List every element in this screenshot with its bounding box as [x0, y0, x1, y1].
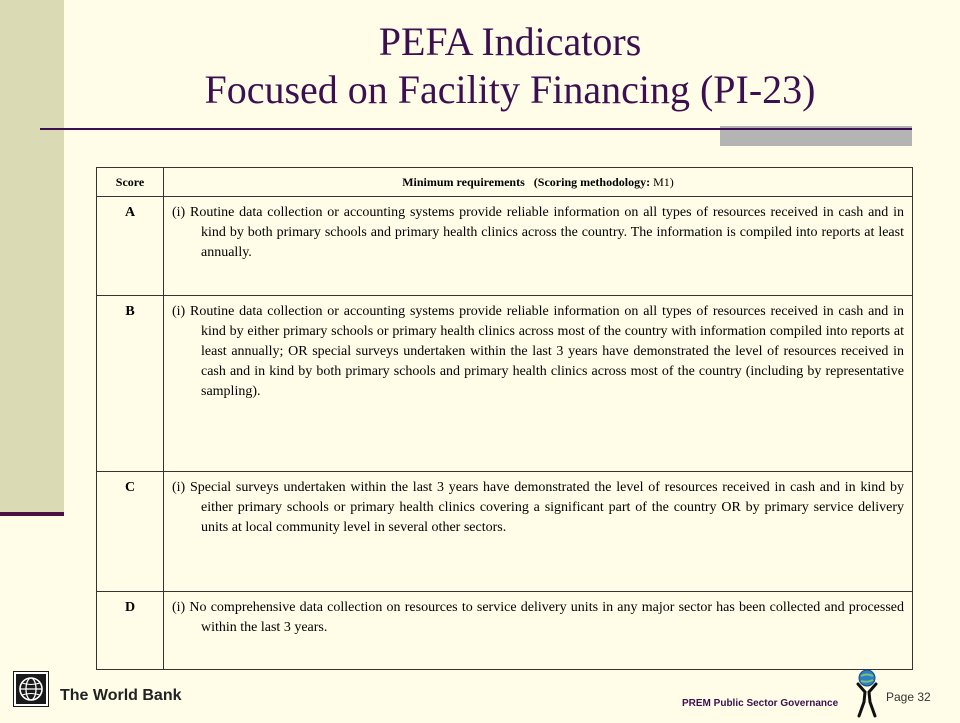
- title-line-2: Focused on Facility Financing (PI-23): [204, 67, 816, 112]
- globe-icon: [14, 672, 48, 706]
- requirement-text: (i) Special surveys undertaken within the last 3 years have demonstrated the level of resources received in cash and in kind by either primary schools or primary health clinics covering a significant part of the country OR by primary service delivery units at local community level in several other sectors.: [172, 480, 904, 535]
- table-row: [97, 592, 913, 670]
- decorative-side-bar: [0, 0, 64, 512]
- requirements-table: [96, 167, 913, 670]
- score-cell: B: [97, 296, 164, 472]
- requirement-text: (i) Routine data collection or accounting systems provide reliable information on all types of resources received in cash and in kind by both primary schools and primary health clinics across the country. The information is compiled into reports at least annually.: [172, 205, 904, 260]
- requirement-cell: [164, 472, 913, 592]
- person-globe-icon: [852, 668, 882, 718]
- header-score: Score: [97, 168, 164, 197]
- decorative-side-line: [0, 512, 64, 516]
- score-cell: D: [97, 592, 164, 670]
- brand-name: The World Bank: [60, 687, 182, 704]
- header-requirements-label: Minimum requirements: [402, 174, 525, 189]
- footer-unit: PREM Public Sector Governance: [682, 698, 839, 709]
- table-row: [97, 472, 913, 592]
- title-line-1: PEFA Indicators: [378, 19, 642, 64]
- page-title: [80, 18, 940, 114]
- table-row: [97, 197, 913, 296]
- score-cell: A: [97, 197, 164, 296]
- requirement-cell: [164, 296, 913, 472]
- header-methodology-label: (Scoring methodology:: [533, 174, 651, 189]
- header-requirements: [164, 168, 913, 197]
- table-row: [97, 296, 913, 472]
- requirement-cell: [164, 197, 913, 296]
- table-header-row: [97, 168, 913, 197]
- requirement-cell: [164, 592, 913, 670]
- requirement-text: (i) No comprehensive data collection on resources to service delivery units in any major sector has been collected and processed within the last 3 years.: [172, 600, 904, 635]
- title-rule: [40, 128, 912, 130]
- header-methodology-value: M1): [653, 174, 674, 189]
- requirement-text: (i) Routine data collection or accounting systems provide reliable information on all types of resources received in cash and in kind by either primary schools or primary health clinics across most of the country with information compiled into reports at least annually; OR special surveys undertaken within the last 3 years have demonstrated the level of resources received in cash and in kind by both primary schools and primary health clinics across most of the country (including by representative sampling).: [172, 304, 904, 399]
- page-number: Page 32: [886, 690, 931, 704]
- score-cell: C: [97, 472, 164, 592]
